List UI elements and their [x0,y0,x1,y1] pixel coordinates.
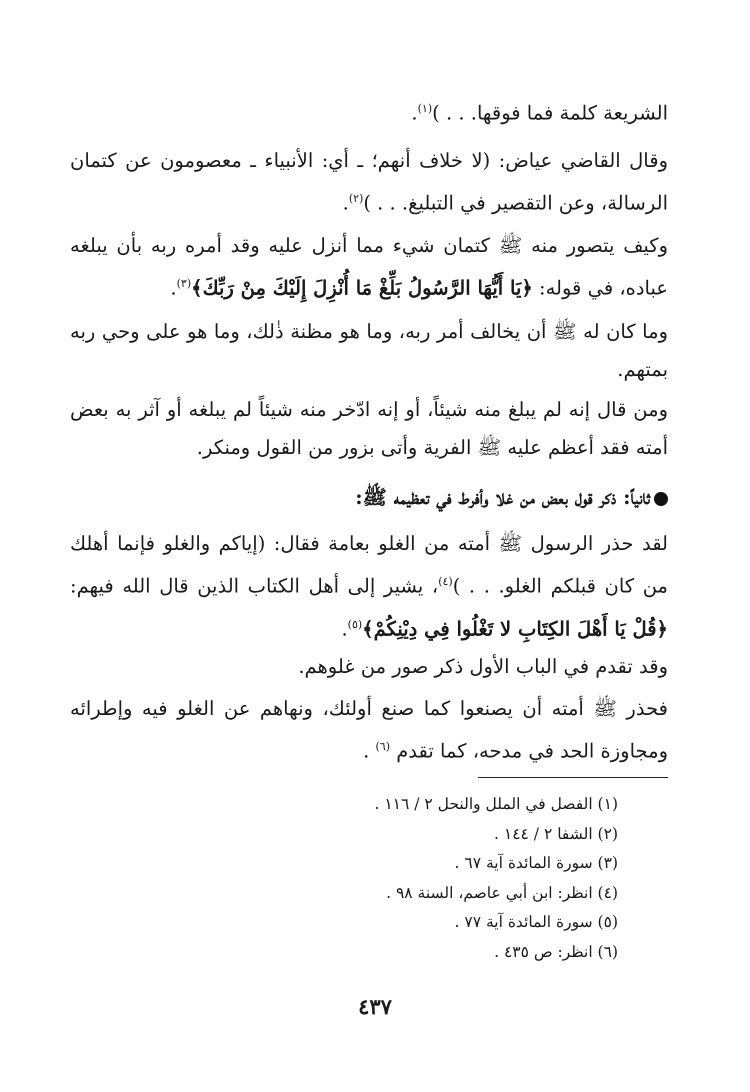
section-heading-text: ثانياً: ذكر قول بعض من غلا وأفرط في تعظيمه ﷺ: [355,485,650,509]
footnote-5: (٥) سورة المائدة آية ٧٧ . [454,913,618,931]
paragraph-7: وقد تقدم في الباب الأول ذكر صور من غلوهم. [298,655,668,678]
footnote-ref-3: (٣) [176,277,192,290]
paragraph-2-text: وقال القاضي عياض: (لا خلاف أنهم؛ ـ أي: الأنبياء ـ معصومون عن كتمان الرسالة، وعن التقصير في التبليغ. . . ) [70,149,668,215]
footnote-ref-5: (٥) [347,617,363,631]
paragraph-3-end: . [170,276,177,300]
paragraph-8-end: . [363,739,376,763]
paragraph-1-text: الشريعة كلمة فما فوقها. . . ) [432,101,668,125]
footnote-4: (٤) انظر: ابن أبي عاصم، السنة ٩٨ . [386,883,618,902]
paragraph-2 [70,142,668,223]
footnote-divider [478,777,668,778]
footnote-3: (٣) سورة المائدة آية ٦٧ . [454,854,618,872]
paragraph-1 [70,90,668,133]
footnote-2: (٢) الشفا ٢ / ١٤٤ . [494,824,618,843]
paragraph-3 [70,227,668,308]
quran-quote-2: ﴿قُلْ يَا أَهْلَ الكِتَابِ لا تَغْلُوا فِي دِيْنِكُمْ﴾ [362,617,668,640]
paragraph-6 [70,525,668,648]
paragraph-6-text: لقد حذر الرسول ﷺ أمته من الغلو بعامة فقال: (إياكم والغلو فإنما أهلك من كان قبلكم الغلو. . . ) [70,532,668,598]
footnote-1: (١) الفصل في الملل والنحل ٢ / ١١٦ . [374,795,618,813]
footnote-ref-4: (٤) [438,575,453,588]
footnote-6: (٦) انظر: ص ٤٣٥ . [494,942,618,961]
page-number: ٤٣٧ [358,994,392,1019]
paragraph-3-text: وكيف يتصور منه ﷺ كتمان شيء مما أنزل عليه وقد أمره ربه بأن يبلغه عباده، في قوله: [70,234,668,300]
paragraph-5: ومن قال إنه لم يبلغ منه شيئاً، أو إنه ادّخر منه شيئاً لم يبلغه أو آثر به بعض أمته فقد أعظم عليه ﷺ الفرية وأتى بزور من القول ومنكر. [70,398,668,459]
paragraph-2-end: . [342,191,349,215]
paragraph-8-text: فحذر ﷺ أمته أن يصنعوا كما صنع أولئك، ونهاهم عن الغلو فيه وإطرائه ومجاوزة الحد في مدحه، كما تقدم [70,697,668,763]
paragraph-4: وما كان له ﷺ أن يخالف أمر ربه، وما هو مظنة ذٰلك، وما هو على وحي ربه بمتهم. [70,320,668,381]
footnote-ref-6: (٦) [375,740,391,753]
footnote-ref-1: (١) [417,102,433,115]
paragraph-1-end: . [411,101,418,125]
quran-quote-1: ﴿يَا أَيُّهَا الرَّسُولُ بَلِّغْ مَا أُنْزِلَ إِلَيْكَ مِنْ رَبِّكَ﴾ [191,276,533,300]
paragraph-6-text-b: ، يشير إلى أهل الكتاب الذين قال الله فيهم: [70,574,439,598]
bullet-icon [654,492,668,506]
paragraph-8 [70,690,668,771]
section-heading [70,478,668,516]
paragraph-6-end: . [341,617,348,640]
footnote-ref-2: (٢) [348,192,364,205]
footnotes-list [98,790,618,967]
